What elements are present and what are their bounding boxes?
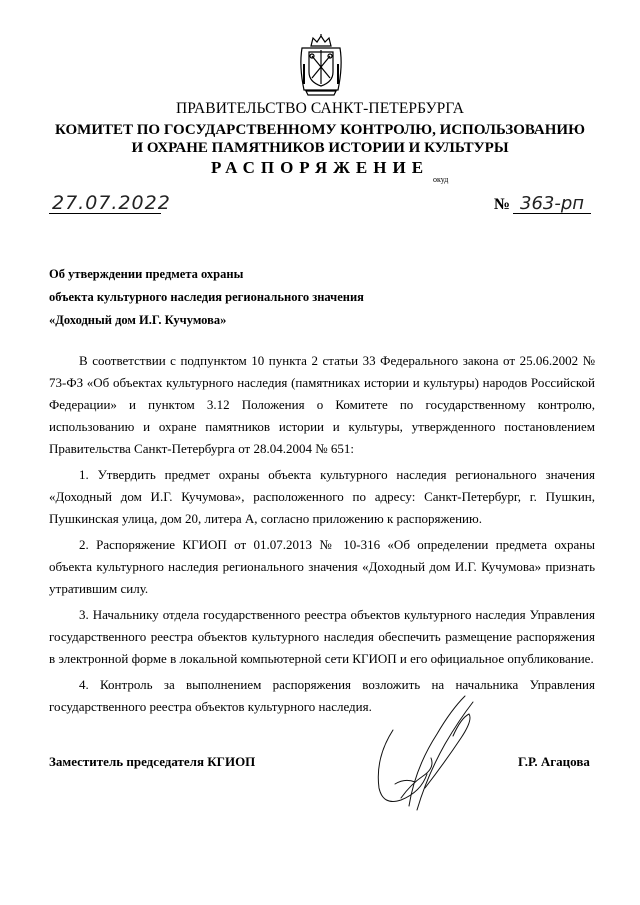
- committee-line-1: КОМИТЕТ ПО ГОСУДАРСТВЕННОМУ КОНТРОЛЮ, ИСПОЛЬЗОВАНИЮ: [55, 122, 585, 138]
- government-title: ПРАВИТЕЛЬСТВО САНКТ-ПЕТЕРБУРГА: [175, 100, 465, 117]
- document-date: 27.07.2022: [52, 192, 171, 214]
- document-type: РАСПОРЯЖЕНИЕ: [210, 158, 430, 177]
- committee-line-2: И ОХРАНЕ ПАМЯТНИКОВ ИСТОРИИ И КУЛЬТУРЫ: [131, 140, 509, 156]
- document-body: [49, 350, 595, 722]
- document-number: 363-рп: [520, 193, 585, 214]
- document-subject: [49, 263, 364, 332]
- item-2-paragraph: 2. Распоряжение КГИОП от 01.07.2013 № 10-316 «Об определении предмета охраны объекта культурного наследия регионального значения «Доходный дом И.Г. Кучумова» признать утратившим силу.: [49, 537, 595, 596]
- item-4-paragraph: 4. Контроль за выполнением распоряжения возложить на начальника Управления государственного реестра объектов культурного наследия.: [49, 677, 595, 714]
- item-1-paragraph: 1. Утвердить предмет охраны объекта культурного наследия регионального значения «Доходный дом И.Г. Кучумова», расположенного по адресу: Санкт-Петербург, г. Пушкин, Пушкинская улица, дом 20, литера А, согласно приложению к распоряжению.: [49, 467, 595, 526]
- subject-line-2: объекта культурного наследия регионального значения: [49, 290, 364, 304]
- signer-name: Г.Р. Агацова: [518, 754, 590, 769]
- number-underline: [513, 213, 591, 214]
- date-underline: [49, 213, 161, 214]
- signer-position: Заместитель председателя КГИОП: [49, 754, 256, 769]
- committee-title: [0, 121, 640, 157]
- number-label: №: [494, 196, 511, 213]
- preamble-paragraph: В соответствии с подпунктом 10 пункта 2 статьи 33 Федерального закона от 25.06.2002 № 73-ФЗ «Об объектах культурного наследия (памятниках истории и культуры) народов Российской Федерации» и пунктом 3.12 Положения о Комитете по государственному контролю, использованию и охране памятников истории и культуры, утвержденного постановлением Правительства Санкт-Петербурга от 28.04.2004 № 651:: [49, 353, 595, 456]
- subject-line-3: «Доходный дом И.Г. Кучумова»: [49, 313, 227, 327]
- coat-of-arms-icon: [298, 34, 344, 96]
- okud-label: окуд: [433, 175, 449, 184]
- item-3-paragraph: 3. Начальнику отдела государственного реестра объектов культурного наследия Управления государственного реестра объектов культурного наследия обеспечить размещение распоряжения в электронной форме в локальной компьютерной сети КГИОП и его официальное опубликование.: [49, 607, 595, 666]
- subject-line-1: Об утверждении предмета охраны: [49, 267, 244, 281]
- handwritten-signature-icon: [365, 688, 505, 816]
